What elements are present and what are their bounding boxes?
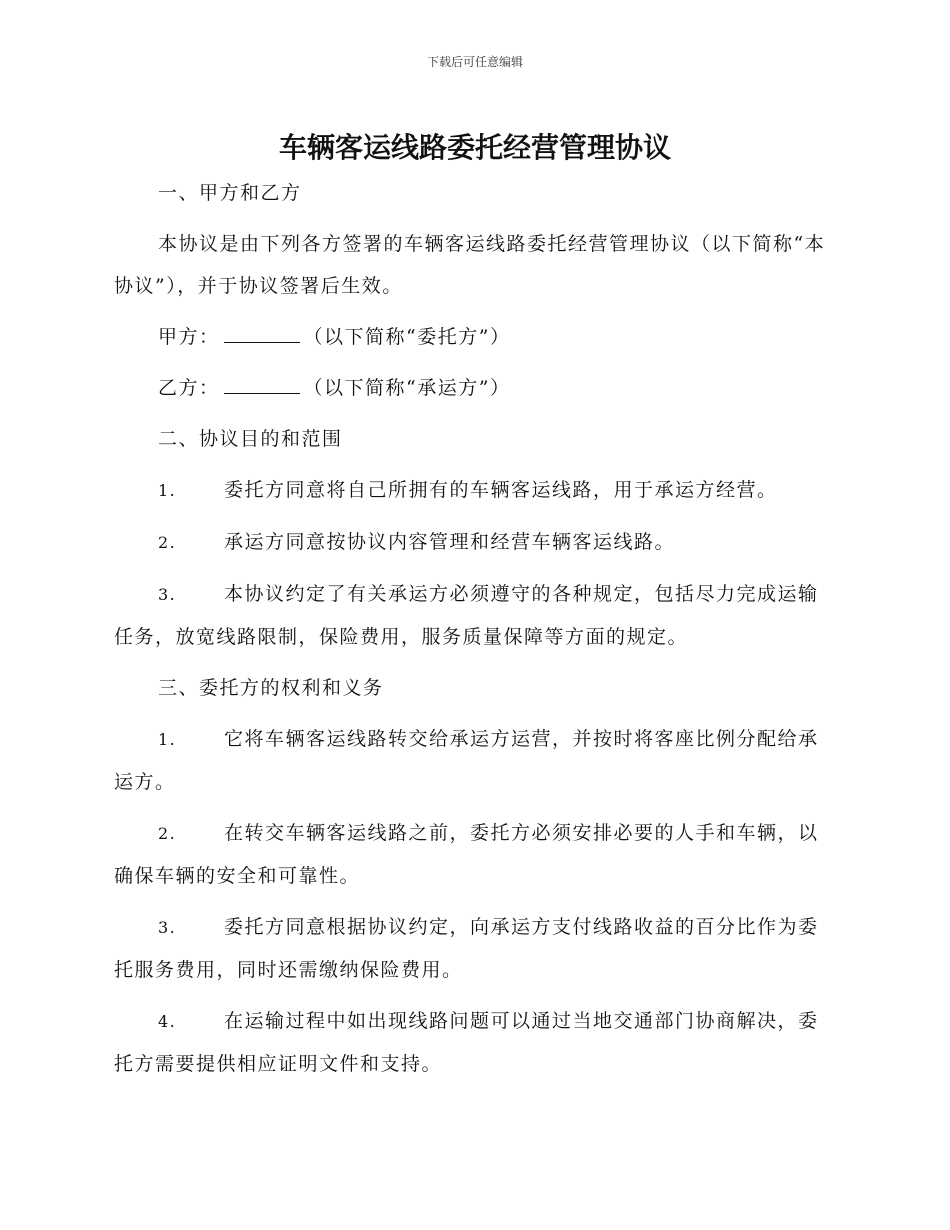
party-a-line: [114, 316, 836, 358]
party-a-label: 甲方：: [158, 326, 220, 348]
party-a-suffix: （以下简称“委托方”）: [303, 326, 511, 348]
item-number: 1.: [158, 730, 177, 749]
section-3-item: [114, 812, 836, 897]
page-header-note: 下载后可任意编辑: [426, 55, 523, 69]
item-text: 委托方同意将自己所拥有的车辆客运线路，用于承运方经营。: [224, 479, 778, 501]
document-body: [114, 172, 836, 1094]
party-b-suffix: （以下简称“承运方”）: [303, 377, 511, 399]
section-2-item: [114, 573, 836, 658]
item-number: 2.: [158, 824, 177, 843]
item-number: 3.: [158, 918, 177, 937]
section-1-heading: 一、甲方和乙方: [158, 182, 302, 204]
party-a-blank: [224, 324, 300, 343]
section-3-item: [114, 1000, 836, 1085]
party-b-blank: [224, 375, 300, 394]
item-text: 本协议约定了有关承运方必须遵守的各种规定，包括尽力完成运输任务，放宽线路限制，保险费用，服务质量保障等方面的规定。: [114, 583, 819, 648]
section-2-heading: 二、协议目的和范围: [158, 428, 343, 450]
item-number: 2.: [158, 533, 177, 552]
document-title: 车辆客运线路委托经营管理协议: [278, 131, 671, 164]
item-text: 在转交车辆客运线路之前，委托方必须安排必要的人手和车辆，以确保车辆的安全和可靠性。: [114, 822, 819, 887]
section-3-item: [114, 906, 836, 991]
party-b-line: [114, 367, 836, 409]
section-1-intro: 本协议是由下列各方签署的车辆客运线路委托经营管理协议（以下简称“本协议”），并于协议签署后生效。: [114, 233, 826, 297]
item-number: 4.: [158, 1012, 177, 1031]
item-number: 3.: [158, 585, 177, 604]
section-3-item: [114, 718, 836, 803]
party-b-label: 乙方：: [158, 377, 220, 399]
item-text: 它将车辆客运线路转交给承运方运营，并按时将客座比例分配给承运方。: [114, 728, 819, 793]
item-text: 在运输过程中如出现线路问题可以通过当地交通部门协商解决，委托方需要提供相应证明文件和支持。: [114, 1010, 819, 1075]
item-text: 承运方同意按协议内容管理和经营车辆客运线路。: [224, 531, 676, 553]
item-text: 委托方同意根据协议约定，向承运方支付线路收益的百分比作为委托服务费用，同时还需缴纳保险费用。: [114, 916, 819, 981]
section-2-item: [114, 469, 836, 512]
section-3-heading: 三、委托方的权利和义务: [158, 677, 384, 699]
section-2-item: [114, 521, 836, 564]
item-number: 1.: [158, 481, 177, 500]
